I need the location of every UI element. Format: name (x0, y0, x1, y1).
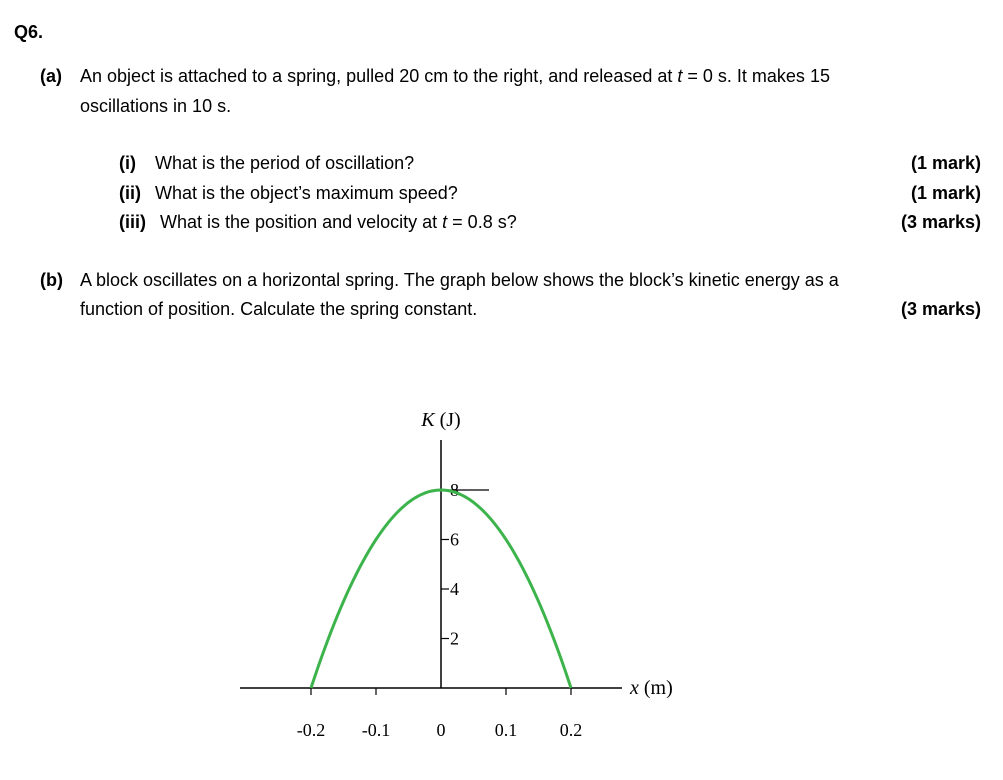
subpart-iii-marks: (3 marks) (900, 212, 981, 232)
x-tick-label: 0 (436, 720, 446, 740)
subpart-i-text: What is the period of oscillation? (155, 153, 415, 173)
subpart-ii-label: (ii) (119, 183, 141, 203)
subpart-i-marks: (1 mark) (910, 153, 981, 173)
x-tick-label: 0.1 (494, 720, 518, 740)
subpart-iii-label: (iii) (119, 212, 146, 232)
part-a-label: (a) (40, 66, 62, 86)
x-axis-label: x (m) (630, 677, 673, 699)
question-number: Q6. (14, 22, 44, 42)
x-tick-label: -0.1 (361, 720, 391, 740)
y-tick-label: 8 (450, 480, 459, 500)
subpart-iii-after: = 0.8 s? (447, 212, 517, 232)
part-b-line1: A block oscillates on a horizontal spring. The graph below shows the block’s kinetic energy as a (80, 270, 839, 290)
part-b-label: (b) (40, 270, 63, 290)
subpart-ii-marks: (1 mark) (910, 183, 981, 203)
subpart-iii-t-var: t (442, 212, 448, 232)
part-b-marks: (3 marks) (900, 299, 981, 319)
y-tick-label: 6 (450, 529, 459, 550)
y-axis-label: K (J) (421, 409, 461, 431)
part-a-line2: oscillations in 10 s. (80, 96, 232, 116)
y-tick-label: 4 (450, 579, 459, 599)
part-a-line1-after: = 0 s. It makes 15 (682, 66, 830, 86)
y-tick-label: 2 (450, 628, 459, 649)
subpart-ii-text: What is the object’s maximum speed? (155, 183, 458, 203)
x-tick-label: 0.2 (559, 720, 583, 740)
subpart-iii-before: What is the position and velocity at (160, 212, 443, 232)
part-a-line1-before: An object is attached to a spring, pulled 20 cm to the right, and released at (80, 66, 678, 86)
part-b-line2: function of position. Calculate the spring constant. (80, 299, 478, 319)
part-a-t-var: t (677, 66, 683, 86)
x-tick-label: -0.2 (296, 720, 326, 740)
subpart-i-label: (i) (119, 153, 136, 173)
